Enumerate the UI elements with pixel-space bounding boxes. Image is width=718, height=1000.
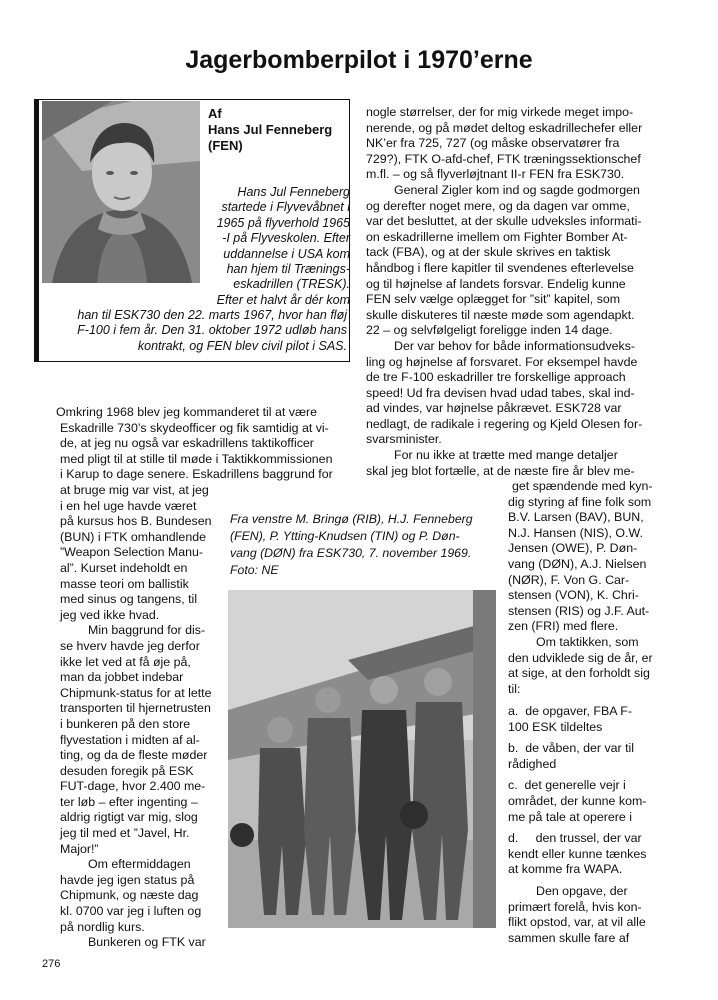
list-text: de våben, der var til — [525, 741, 635, 756]
list-text: området, der kunne kom- — [508, 793, 647, 808]
text-line: de tre F-100 eskadriller tre forskellige approach — [366, 370, 626, 385]
list-item-line — [508, 831, 688, 847]
text-line: til: — [508, 681, 521, 696]
text-line: m.fl. – og så flyverløjtnant II-r FEN fra ESK730. — [366, 167, 625, 182]
text-line: den udviklede sig de år, er — [508, 650, 653, 665]
text-line: al”. Kurset indeholdt en — [60, 560, 188, 575]
text-line: ad vindes, var højnelse påkrævet. ESK728 var — [366, 401, 622, 416]
bio-line: uddannelse i USA kom — [223, 246, 350, 261]
text-line: 22 – og selvfølgeligt foreligge inden 14 dage. — [366, 323, 613, 338]
text-line: svarsminister. — [366, 432, 442, 447]
author-initials: (FEN) — [208, 138, 243, 153]
text-line: at sige, at den forholdt sig — [508, 666, 650, 681]
list-text: rådighed — [508, 756, 557, 771]
text-line: og derefter noget mere, og da dagen var omme, — [366, 198, 630, 213]
text-line: havde jeg igen status på — [60, 872, 195, 887]
list-item-line — [508, 778, 688, 794]
list-item — [508, 704, 688, 735]
text-line: Min baggrund for dis- — [88, 623, 206, 638]
text-line: ter løb – efter ingenting – — [60, 794, 198, 809]
bio-line: han til ESK730 den 22. marts 1967, hvor han fløj — [77, 308, 347, 322]
right-column-upper — [366, 105, 696, 479]
text-line: Chipmunk-status for at lette — [60, 685, 212, 700]
text-line: stensen (RIS) og J.F. Aut- — [508, 603, 650, 618]
text-line: ling og højnelse af forsvaret. For eksempel havde — [366, 354, 638, 369]
list-item — [508, 778, 688, 825]
text-line: se hverv havde jeg derfor — [60, 638, 200, 653]
text-line: Der var behov for både informationsudveks- — [394, 338, 636, 353]
text-line: kl. 0700 var jeg i luften og — [60, 904, 202, 919]
text-line: stensen (VON), K. Chri- — [508, 588, 639, 603]
list-item — [508, 831, 688, 878]
text-line: (NØR), F. Von G. Car- — [508, 572, 630, 587]
caption-line: Fra venstre M. Bringø (RIB), H.J. Fenneberg — [230, 512, 473, 526]
list-item — [508, 741, 688, 772]
caption-line: Foto: NE — [230, 563, 279, 577]
text-line: tack (FBA), og at der skule skrives en taktisk — [366, 245, 611, 260]
list-marker: b. — [508, 741, 519, 756]
group-photo — [228, 590, 496, 928]
text-line: FEN selv vælge oplægget for ”sit” kapitel, som — [366, 292, 621, 307]
bio-line: -I på Flyveskolen. Efter — [222, 231, 350, 246]
text-line: dig styring af fine folk som — [508, 494, 652, 509]
text-line: N.J. Hansen (NIS), O.W. — [508, 525, 643, 540]
text-line: sammen skulle fare af — [508, 930, 630, 945]
list-text: me på tale at operere i — [508, 809, 632, 824]
text-line: i Karup to dage senere. Eskadrillens baggrund for — [60, 467, 333, 482]
text-line: Chipmunk, og næste dag — [60, 888, 199, 903]
bio-line: eskadrillen (TRESK). — [233, 277, 350, 292]
text-line: nogle størrelser, der for mig virkede meget impo- — [366, 105, 634, 119]
author-portrait — [42, 101, 200, 283]
text-line: skal jeg blot fortælle, at de næste fire år blev me- — [366, 463, 635, 478]
author-name: Hans Jul Fenneberg — [208, 122, 333, 137]
list-marker: a. — [508, 704, 519, 718]
text-line: man da jobbet indebar — [60, 670, 184, 685]
list-text: 100 ESK tildeltes — [508, 719, 603, 734]
text-line: For nu ikke at trætte med mange detaljer — [394, 448, 618, 463]
text-line: i bunkeren på den store — [60, 716, 191, 731]
list-item-line — [508, 704, 688, 720]
list-marker: d. — [508, 831, 519, 846]
text-line: at bruge mig var vist, at jeg — [60, 483, 209, 497]
bio-line: 1965 på flyverhold 1965 — [216, 215, 350, 230]
text-line: Jensen (OWE), P. Døn- — [508, 541, 638, 556]
text-line: på nordlig kurs. — [60, 919, 145, 934]
bio-line: F-100 i fem år. Den 31. oktober 1972 udløb hans — [77, 323, 347, 338]
text-line: jeg ved ikke hvad. — [60, 607, 160, 622]
text-line: med sinus og tangens, til — [60, 592, 198, 607]
bio-line: startede i Flyvevåbnet i — [221, 200, 350, 215]
text-line: i en hel uge havde været — [60, 498, 197, 513]
text-line: og til højnelse af landets forsvar. Endelig kunne — [366, 276, 626, 291]
text-line: aldrig rigtigt var mig, slog — [60, 810, 198, 825]
list-text: de opgaver, FBA F- — [525, 704, 632, 718]
text-line: General Zigler kom ind og sagde godmorgen — [394, 182, 640, 197]
page-number: 276 — [42, 958, 61, 970]
photo-caption — [230, 511, 500, 579]
text-line: flikt opstod, var, at vil alle — [508, 915, 646, 930]
list-text: det generelle vejr i — [524, 778, 626, 793]
text-line: nerende, og på mødet deltog eskadrillechefer eller — [366, 120, 643, 135]
text-line: ikke let ved at få øje på, — [60, 654, 191, 669]
text-line: B.V. Larsen (BAV), BUN, — [508, 510, 644, 525]
list-text: kendt eller kunne tænkes — [508, 846, 647, 861]
bio-line: Hans Jul Fenneberg — [237, 185, 350, 199]
bio-line: han hjem til Trænings- — [226, 262, 350, 277]
left-column-body — [60, 483, 220, 951]
text-line: skulle diskuteres til næste møde som agendapkt. — [366, 307, 635, 322]
bio-line: kontrakt, og FEN blev civil pilot i SAS. — [137, 338, 347, 353]
text-line: Eskadrille 730’s skydeofficer og fik samtidig at vi- — [60, 420, 329, 435]
author-by: Af — [208, 106, 222, 121]
left-column-intro — [56, 405, 352, 483]
text-line: masse teori om ballistik — [60, 576, 189, 591]
author-byline — [208, 106, 332, 154]
text-line: Major!” — [60, 841, 99, 856]
text-line: med pligt til at stille til møde i Taktikkommissionen — [60, 451, 333, 466]
text-line: Bunkeren og FTK var — [88, 935, 206, 950]
closing-paragraph — [508, 884, 688, 946]
text-line: get spændende med kyn- — [512, 479, 653, 493]
text-line: primært forelå, hvis kon- — [508, 899, 642, 914]
caption-line: (FEN), P. Ytting-Knudsen (TIN) og P. Døn- — [230, 529, 460, 543]
list-item-line — [508, 741, 688, 757]
text-line: Den opgave, der — [536, 883, 628, 898]
text-line: Omkring 1968 blev jeg kommanderet til at være — [56, 405, 318, 419]
text-line: Om taktikken, som — [536, 634, 639, 649]
text-line: FUT-dage, hvor 2.400 me- — [60, 779, 206, 794]
text-line: ting, og da de fleste møder — [60, 748, 208, 763]
text-line: på kursus hos B. Bundesen — [60, 514, 212, 529]
right-column-narrow — [508, 479, 688, 697]
author-bio-lower — [44, 308, 347, 354]
text-line: Om eftermiddagen — [88, 857, 191, 872]
text-line: håndbog i flere kapitler til svendenes efterlevelse — [366, 260, 634, 275]
list-text: at komme fra WAPA. — [508, 862, 623, 877]
text-line: desuden foregik på ESK — [60, 763, 194, 778]
bio-line: Efter et halvt år dér kom — [216, 292, 350, 307]
text-line: on eskadrillerne imellem om Fighter Bomber At- — [366, 229, 628, 244]
text-line: de, at jeg nu også var eskadrillens taktikofficer — [60, 436, 314, 451]
author-bio-upper — [204, 185, 350, 308]
list-text: den trussel, der var — [535, 831, 642, 846]
text-line: jeg til med et ”Javel, Hr. — [60, 826, 190, 841]
text-line: 729?), FTK O-afd-chef, FTK træningssektionschef — [366, 151, 641, 166]
caption-line: vang (DØN) fra ESK730, 7. november 1969. — [230, 546, 472, 560]
text-line: (BUN) i FTK omhandlende — [60, 529, 206, 544]
tactics-list — [508, 704, 688, 946]
text-line: nedlagt, de radikale i regering og Kjeld Olesen for- — [366, 416, 643, 431]
text-line: NK’er fra 725, 727 (og måske observatører fra — [366, 136, 620, 151]
text-line: speed! Ud fra devisen hvad udad tabes, skal ind- — [366, 385, 635, 400]
list-marker: c. — [508, 778, 518, 793]
text-line: ”Weapon Selection Manu- — [60, 545, 204, 560]
page-title: Jagerbomberpilot i 1970’erne — [185, 46, 533, 74]
text-line: zen (FRI) med flere. — [508, 619, 619, 634]
text-line: transporten til hjernetrusten — [60, 701, 211, 716]
text-line: vang (DØN), A.J. Nielsen — [508, 556, 647, 571]
text-line: var det besluttet, at der skulle udveksles informati- — [366, 214, 642, 229]
text-line: flyvestation i midten af al- — [60, 732, 200, 747]
